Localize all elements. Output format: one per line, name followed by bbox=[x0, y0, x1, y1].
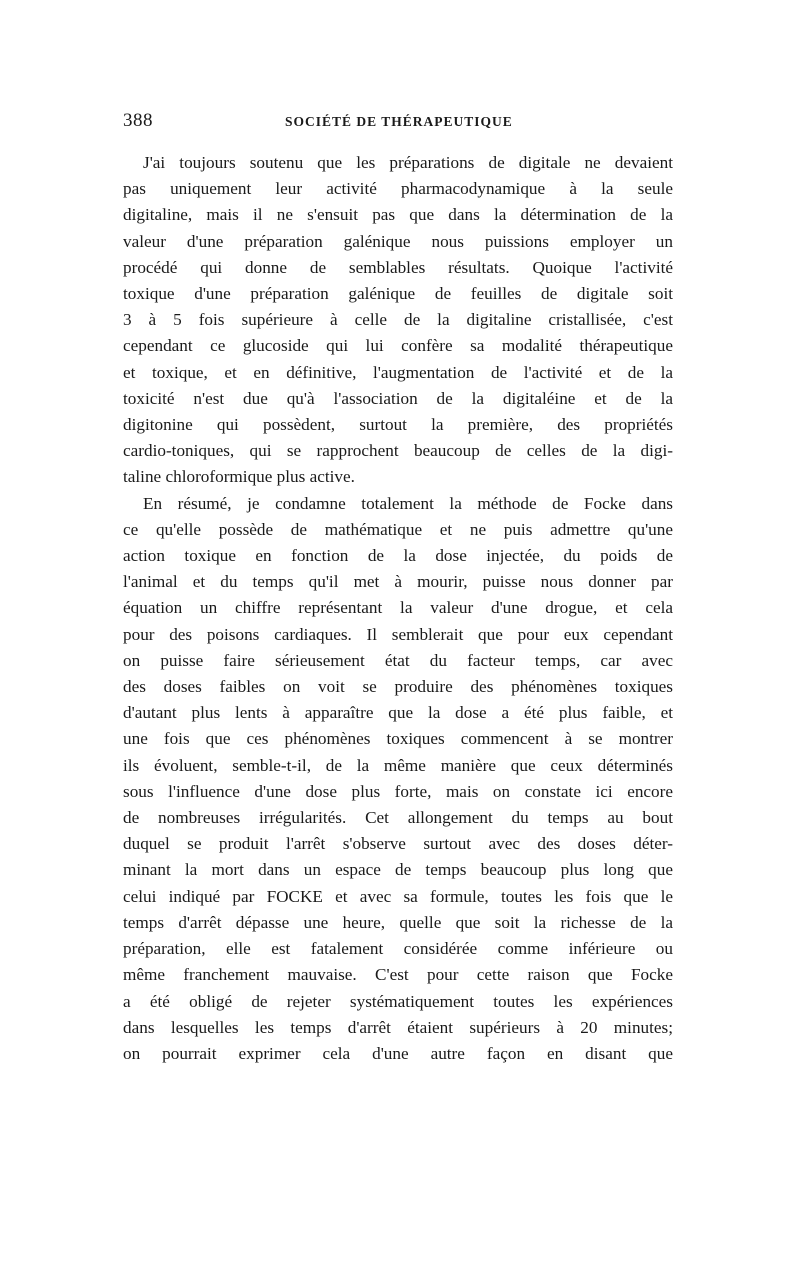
text-line: action toxique en fonction de la dose injectée, du poids de bbox=[123, 546, 673, 566]
text-line: 3 à 5 fois supérieure à celle de la digitaline cristallisée, c'est bbox=[123, 310, 673, 330]
running-head bbox=[123, 110, 673, 136]
text-line: temps d'arrêt dépasse une heure, quelle que soit la richesse de la bbox=[123, 912, 673, 932]
running-title: SOCIÉTÉ DE THÉRAPEUTIQUE bbox=[285, 114, 513, 129]
text-line: toxique d'une préparation galénique de feuilles de digitale soit bbox=[123, 284, 673, 304]
text-line: de nombreuses irrégularités. Cet allongement du temps au bout bbox=[123, 808, 673, 828]
text-line: ils évoluent, semble-t-il, de la même manière que ceux déterminés bbox=[123, 755, 673, 775]
text-line: cependant ce glucoside qui lui confère sa modalité thérapeutique bbox=[123, 336, 673, 356]
paragraph-2 bbox=[123, 491, 673, 1067]
text-line: digitaline, mais il ne s'ensuit pas que dans la détermination de la bbox=[123, 205, 673, 225]
text-line: dans lesquelles les temps d'arrêt étaient supérieurs à 20 minutes; bbox=[123, 1017, 673, 1037]
text-line: cardio-toniques, qui se rapprochent beaucoup de celles de la digi- bbox=[123, 441, 673, 461]
text-line: l'animal et du temps qu'il met à mourir, puisse nous donner par bbox=[123, 572, 673, 592]
text-line: même franchement mauvaise. C'est pour cette raison que Focke bbox=[123, 965, 673, 985]
body-text bbox=[123, 150, 673, 1067]
text-line: une fois que ces phénomènes toxiques commencent à se montrer bbox=[123, 729, 673, 749]
text-line: préparation, elle est fatalement considérée comme inférieure ou bbox=[123, 939, 673, 959]
text-line: d'autant plus lents à apparaître que la dose a été plus faible, et bbox=[123, 703, 673, 723]
text-line: digitonine qui possèdent, surtout la première, des propriétés bbox=[123, 415, 673, 435]
text-line: et toxique, et en définitive, l'augmentation de l'activité et de la bbox=[123, 362, 673, 382]
text-line: équation un chiffre représentant la valeur d'une drogue, et cela bbox=[123, 598, 673, 618]
text-line: taline chloroformique plus active. bbox=[123, 467, 355, 487]
book-page bbox=[123, 110, 673, 1067]
text-line: toxicité n'est due qu'à l'association de la digitaléine et de la bbox=[123, 388, 673, 408]
text-line: pas uniquement leur activité pharmacodynamique à la seule bbox=[123, 179, 673, 199]
text-line: J'ai toujours soutenu que les préparations de digitale ne devaient bbox=[143, 153, 673, 172]
text-line: valeur d'une préparation galénique nous puissions employer un bbox=[123, 231, 673, 251]
text-line: procédé qui donne de semblables résultats. Quoique l'activité bbox=[123, 257, 673, 277]
text-line: sous l'influence d'une dose plus forte, mais on constate ici encore bbox=[123, 781, 673, 801]
text-line: pour des poisons cardiaques. Il semblerait que pour eux cependant bbox=[123, 624, 673, 644]
page-number: 388 bbox=[123, 110, 153, 131]
text-line: des doses faibles on voit se produire des phénomènes toxiques bbox=[123, 677, 673, 697]
text-line: En résumé, je condamne totalement la méthode de Focke dans bbox=[143, 493, 673, 513]
text-line: on pourrait exprimer cela d'une autre façon en disant que bbox=[123, 1043, 673, 1063]
text-line: celui indiqué par FOCKE et avec sa formule, toutes les fois que le bbox=[123, 886, 673, 906]
text-line: duquel se produit l'arrêt s'observe surtout avec des doses déter- bbox=[123, 834, 673, 854]
text-line: minant la mort dans un espace de temps beaucoup plus long que bbox=[123, 860, 673, 880]
text-line: a été obligé de rejeter systématiquement toutes les expériences bbox=[123, 991, 673, 1011]
paragraph-1 bbox=[123, 150, 673, 491]
text-line: on puisse faire sérieusement état du facteur temps, car avec bbox=[123, 650, 673, 670]
text-line: ce qu'elle possède de mathématique et ne puis admettre qu'une bbox=[123, 519, 673, 539]
